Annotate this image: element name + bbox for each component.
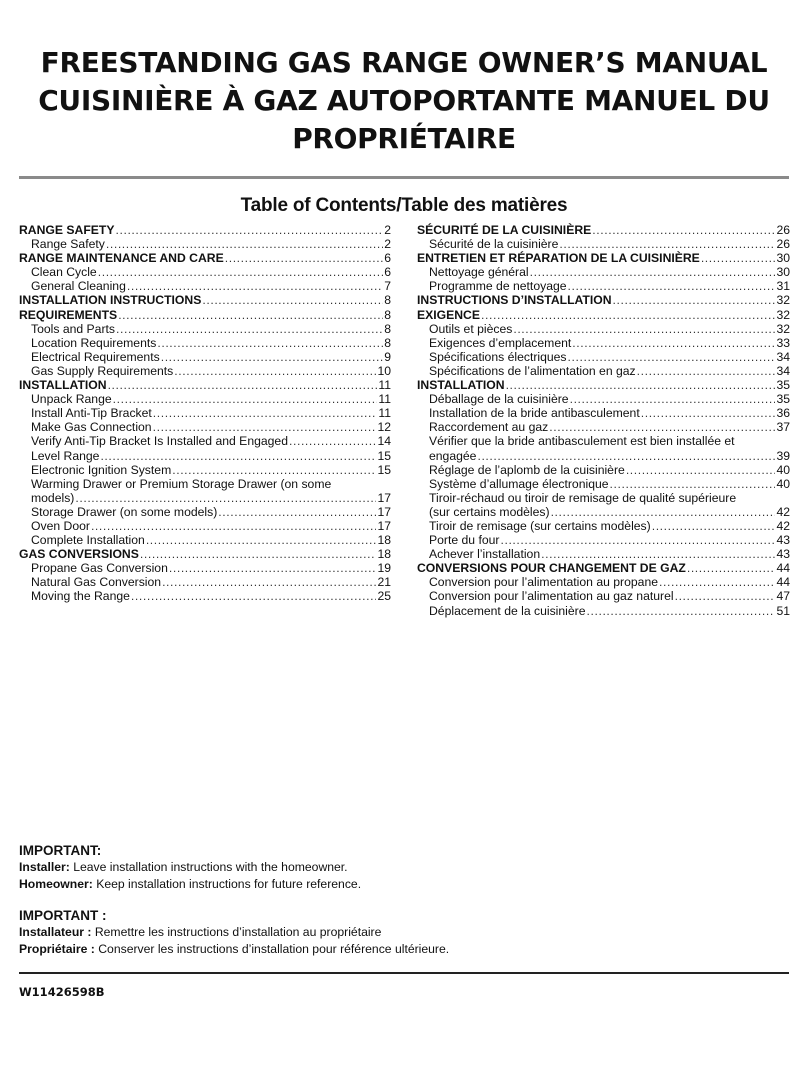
- toc-entry-title: Complete Installation: [31, 533, 145, 548]
- title-line-3: PROPRIÉTAIRE: [292, 122, 516, 155]
- toc-entry-title: General Cleaning: [31, 279, 126, 294]
- toc-entry[interactable]: [19, 589, 391, 603]
- toc-entry-page: 10: [377, 363, 391, 378]
- toc-entry[interactable]: [19, 293, 391, 307]
- toc-heading: Table of Contents/Table des matières: [240, 195, 568, 216]
- toc-entry-title: Outils et pièces: [429, 321, 513, 336]
- toc-entry-title-cont: engagée: [429, 448, 477, 463]
- title-divider: [19, 176, 789, 179]
- toc-entry-title: Programme de nettoyage: [429, 279, 567, 294]
- toc-entry-title: GAS CONVERSIONS: [19, 547, 139, 562]
- toc-entry-title: Unpack Range: [31, 392, 112, 407]
- toc-entry-page: 25: [377, 589, 391, 604]
- toc-entry-page: 51: [776, 603, 790, 618]
- toc-leader-dots: [289, 434, 376, 448]
- toc-leader-dots: [568, 350, 776, 364]
- toc-entry-page: 32: [776, 321, 790, 336]
- toc-entry-page: 15: [377, 448, 391, 463]
- toc-entry-title: RANGE SAFETY: [19, 223, 115, 237]
- toc-entry[interactable]: [417, 251, 790, 265]
- toc-entry-page: 9: [384, 349, 391, 364]
- important-heading-en: IMPORTANT:: [19, 843, 102, 858]
- toc-entry-title: Spécifications de l’alimentation en gaz: [429, 363, 636, 378]
- toc-entry[interactable]: [19, 279, 391, 293]
- toc-entry-title: INSTALLATION: [19, 378, 107, 393]
- toc-leader-dots: [587, 604, 776, 618]
- toc-entry-page: 8: [384, 307, 391, 322]
- title-line-1: FREESTANDING GAS RANGE OWNER’S MANUAL: [40, 46, 768, 79]
- toc-leader-dots: [162, 575, 376, 589]
- toc-entry-title: Natural Gas Conversion: [31, 575, 162, 590]
- toc-entry-title: Tools and Parts: [31, 321, 116, 336]
- toc-entry-title: SÉCURITÉ DE LA CUISINIÈRE: [417, 223, 592, 237]
- toc-entry-title: Conversion pour l’alimentation au gaz naturel: [429, 589, 674, 604]
- toc-leader-dots: [115, 223, 383, 237]
- toc-entry[interactable]: [417, 491, 790, 519]
- toc-entry[interactable]: [19, 308, 391, 322]
- toc-entry[interactable]: [19, 322, 391, 336]
- toc-leader-dots: [169, 561, 377, 575]
- toc-leader-dots: [131, 589, 377, 603]
- toc-entry-page: 32: [776, 293, 790, 308]
- toc-leader-dots: [652, 519, 776, 533]
- toc-leader-dots: [641, 406, 776, 420]
- homeowner-text-fr: Conserver les instructions d’installation pour référence ultérieure.: [94, 942, 450, 956]
- toc-entry[interactable]: [417, 237, 790, 251]
- toc-entry-title: Porte du four: [429, 533, 500, 548]
- toc-leader-dots: [559, 237, 775, 251]
- toc-entry-page: 40: [776, 462, 790, 477]
- toc-entry-page: 42: [776, 518, 790, 533]
- installer-text-en: Leave installation instructions with the homeowner.: [69, 860, 348, 874]
- toc-entry-title: Electrical Requirements: [31, 349, 160, 364]
- toc-entry[interactable]: [417, 477, 790, 491]
- toc-entry[interactable]: [417, 547, 790, 561]
- toc-entry-title: Warming Drawer or Premium Storage Drawer (on some: [31, 476, 332, 491]
- toc-leader-dots: [116, 322, 383, 336]
- installer-label-en: Installer:: [19, 860, 70, 874]
- toc-entry-page: 30: [776, 265, 790, 280]
- toc-entry-page: 44: [776, 561, 790, 576]
- toc-entry-page: 14: [377, 434, 391, 449]
- important-english: [19, 842, 361, 893]
- toc-leader-dots: [75, 491, 376, 505]
- toc-leader-dots: [568, 279, 776, 293]
- toc-entry-page: 11: [378, 392, 391, 407]
- toc-entry[interactable]: [417, 350, 790, 364]
- toc-leader-dots: [637, 364, 776, 378]
- toc-entry-title: Déplacement de la cuisinière: [429, 603, 586, 618]
- toc-entry[interactable]: [417, 519, 790, 533]
- toc-entry-title: REQUIREMENTS: [19, 307, 118, 322]
- homeowner-label-fr: Propriétaire :: [19, 942, 95, 956]
- toc-entry-title: Déballage de la cuisinière: [429, 392, 569, 407]
- toc-entry-page: 15: [377, 462, 391, 477]
- toc-leader-dots: [500, 533, 775, 547]
- toc-entry-page: 7: [384, 279, 391, 294]
- toc-entry-page: 17: [377, 504, 391, 519]
- toc-entry-title: Raccordement au gaz: [429, 420, 549, 435]
- toc-entry-page: 8: [384, 321, 391, 336]
- toc-entry[interactable]: [19, 350, 391, 364]
- toc-entry[interactable]: [19, 449, 391, 463]
- toc-entry-title: Vérifier que la bride antibasculement est bien installée et: [429, 434, 735, 449]
- toc-leader-dots: [113, 392, 378, 406]
- toc-entry[interactable]: [19, 378, 391, 392]
- toc-entry-page: 34: [776, 349, 790, 364]
- toc-entry-page: 17: [377, 490, 391, 505]
- toc-leader-dots: [174, 364, 376, 378]
- toc-entry[interactable]: [19, 477, 391, 505]
- toc-entry[interactable]: [19, 392, 391, 406]
- toc-leader-dots: [687, 561, 776, 575]
- toc-leader-dots: [100, 449, 376, 463]
- toc-leader-dots: [153, 406, 378, 420]
- toc-entry[interactable]: [417, 308, 790, 322]
- toc-entry-page: 33: [776, 335, 790, 350]
- toc-leader-dots: [570, 392, 776, 406]
- toc-entry-page: 35: [776, 378, 790, 393]
- toc-entry[interactable]: [417, 463, 790, 477]
- toc-entry-page: 31: [776, 279, 790, 294]
- toc-entry-title: Range Safety: [31, 237, 105, 252]
- toc-entry[interactable]: [19, 237, 391, 251]
- toc-leader-dots: [513, 322, 775, 336]
- toc-entry-title: Electronic Ignition System: [31, 462, 172, 477]
- title-line-2: CUISINIÈRE À GAZ AUTOPORTANTE MANUEL DU: [38, 84, 770, 117]
- homeowner-text-en: Keep installation instructions for future reference.: [92, 877, 362, 891]
- toc-entry-page: 43: [776, 533, 790, 548]
- toc-entry[interactable]: [19, 547, 391, 561]
- toc-entry[interactable]: [19, 561, 391, 575]
- toc-entry-page: 39: [776, 448, 790, 463]
- toc-entry[interactable]: [417, 392, 790, 406]
- toc-entry-title: Système d’allumage électronique: [429, 476, 609, 491]
- installer-note-en: [19, 859, 361, 876]
- toc-entry[interactable]: [19, 364, 391, 378]
- toc-entry[interactable]: [19, 434, 391, 448]
- toc-entry[interactable]: [417, 265, 790, 279]
- toc-entry[interactable]: [19, 463, 391, 477]
- toc-entry-title: RANGE MAINTENANCE AND CARE: [19, 251, 224, 266]
- toc-entry[interactable]: [19, 533, 391, 547]
- toc-entry-page: 47: [776, 589, 790, 604]
- toc-entry[interactable]: [19, 223, 391, 237]
- toc-entry-title-cont: (sur certains modèles): [429, 504, 550, 519]
- toc-entry-title: EXIGENCE: [417, 307, 480, 322]
- toc-entry-page: 37: [776, 420, 790, 435]
- toc-leader-dots: [161, 350, 384, 364]
- toc-leader-dots: [506, 378, 776, 392]
- toc-entry[interactable]: [19, 265, 391, 279]
- toc-entry[interactable]: [417, 434, 790, 462]
- toc-leader-dots: [225, 251, 384, 265]
- toc-entry-title: Oven Door: [31, 518, 90, 533]
- toc-leader-dots: [127, 279, 383, 293]
- homeowner-label-en: Homeowner:: [19, 877, 93, 891]
- toc-entry-page: 12: [377, 420, 391, 435]
- toc-entry-page: 36: [776, 406, 790, 421]
- toc-entry-page: 32: [776, 307, 790, 322]
- toc-leader-dots: [572, 336, 775, 350]
- toc-entry[interactable]: [417, 604, 790, 618]
- toc-entry-title: Location Requirements: [31, 335, 157, 350]
- toc-entry-title: Make Gas Connection: [31, 420, 152, 435]
- toc-entry[interactable]: [417, 406, 790, 420]
- toc-leader-dots: [675, 589, 776, 603]
- document-title: [0, 44, 808, 158]
- toc-entry-title-cont: models): [31, 490, 75, 505]
- installer-note-fr: [19, 924, 449, 941]
- toc-leader-dots: [477, 449, 775, 463]
- toc-leader-dots: [626, 463, 776, 477]
- toc-entry-title: INSTRUCTIONS D’INSTALLATION: [417, 293, 612, 308]
- toc-entry-title: Exigences d’emplacement: [429, 335, 572, 350]
- homeowner-note-fr: [19, 941, 449, 958]
- toc-entry-title: Conversion pour l’alimentation au propane: [429, 575, 658, 590]
- toc-leader-dots: [481, 308, 775, 322]
- toc-leader-dots: [549, 420, 775, 434]
- toc-entry-title: Storage Drawer (on some models): [31, 504, 218, 519]
- toc-entry[interactable]: [19, 420, 391, 434]
- toc-entry-page: 8: [384, 293, 391, 308]
- toc-entry-title: Spécifications électriques: [429, 349, 567, 364]
- toc-entry-page: 26: [776, 223, 790, 237]
- toc-entry-page: 6: [384, 265, 391, 280]
- toc-entry-page: 30: [776, 251, 790, 266]
- toc-entry-title: Gas Supply Requirements: [31, 363, 174, 378]
- toc-column-english: [19, 223, 391, 604]
- toc-leader-dots: [106, 237, 383, 251]
- toc-entry[interactable]: [417, 364, 790, 378]
- toc-entry-title: Level Range: [31, 448, 100, 463]
- footer-divider: [19, 972, 789, 974]
- toc-entry[interactable]: [19, 519, 391, 533]
- toc-entry-title: Réglage de l’aplomb de la cuisinière: [429, 462, 625, 477]
- toc-entry[interactable]: [19, 406, 391, 420]
- toc-entry[interactable]: [417, 575, 790, 589]
- toc-leader-dots: [218, 505, 376, 519]
- toc-entry-title: Achever l’installation: [429, 547, 541, 562]
- toc-entry-title: Tiroir-réchaud ou tiroir de remisage de qualité supérieure: [429, 490, 737, 505]
- toc-entry[interactable]: [19, 575, 391, 589]
- toc-entry-page: 40: [776, 476, 790, 491]
- toc-leader-dots: [157, 336, 383, 350]
- toc-entry-page: 26: [776, 237, 790, 252]
- toc-entry[interactable]: [417, 561, 790, 575]
- toc-entry[interactable]: [417, 293, 790, 307]
- toc-entry-page: 43: [776, 547, 790, 562]
- toc-entry[interactable]: [417, 533, 790, 547]
- toc-entry-title: ENTRETIEN ET RÉPARATION DE LA CUISINIÈRE: [417, 251, 700, 266]
- toc-entry[interactable]: [417, 378, 790, 392]
- toc-entry-page: 34: [776, 363, 790, 378]
- toc-leader-dots: [530, 265, 776, 279]
- toc-entry[interactable]: [19, 251, 391, 265]
- toc-entry[interactable]: [417, 322, 790, 336]
- toc-entry-page: 11: [378, 378, 391, 393]
- toc-entry-page: 18: [377, 547, 391, 562]
- toc-entry-title: INSTALLATION: [417, 378, 505, 393]
- toc-entry-page: 18: [377, 533, 391, 548]
- important-french: [19, 907, 449, 958]
- toc-entry-page: 42: [776, 504, 790, 519]
- toc-entry-page: 11: [378, 406, 391, 421]
- toc-entry-page: 8: [384, 335, 391, 350]
- toc-leader-dots: [118, 308, 383, 322]
- toc-entry[interactable]: [19, 336, 391, 350]
- toc-leader-dots: [541, 547, 775, 561]
- toc-entry-title: Install Anti-Tip Bracket: [31, 406, 152, 421]
- toc-entry-title: Tiroir de remisage (sur certains modèles): [429, 518, 651, 533]
- toc-entry[interactable]: [417, 223, 790, 237]
- toc-leader-dots: [202, 293, 383, 307]
- toc-entry-title: Moving the Range: [31, 589, 130, 604]
- toc-entry-page: 19: [377, 561, 391, 576]
- toc-leader-dots: [98, 265, 384, 279]
- toc-entry-page: 17: [377, 518, 391, 533]
- toc-entry-title: INSTALLATION INSTRUCTIONS: [19, 293, 202, 308]
- toc-entry[interactable]: [417, 279, 790, 293]
- toc-entry-title: Verify Anti-Tip Bracket Is Installed and Engaged: [31, 434, 288, 449]
- toc-leader-dots: [613, 293, 776, 307]
- toc-leader-dots: [108, 378, 378, 392]
- toc-entry-title: Sécurité de la cuisinière: [429, 237, 559, 252]
- toc-entry-title: CONVERSIONS POUR CHANGEMENT DE GAZ: [417, 561, 686, 576]
- toc-entry-title: Installation de la bride antibasculement: [429, 406, 640, 421]
- toc-leader-dots: [592, 223, 775, 237]
- toc-leader-dots: [146, 533, 377, 547]
- toc-entry-page: 35: [776, 392, 790, 407]
- toc-leader-dots: [610, 477, 776, 491]
- installer-text-fr: Remettre les instructions d’installation au propriétaire: [91, 925, 382, 939]
- toc-column-french: [417, 223, 790, 618]
- toc-leader-dots: [172, 463, 376, 477]
- part-number: W11426598B: [19, 985, 105, 999]
- toc-leader-dots: [701, 251, 776, 265]
- toc-entry[interactable]: [417, 336, 790, 350]
- toc-entry-title: Propane Gas Conversion: [31, 561, 168, 576]
- toc-entry-page: 6: [384, 251, 391, 266]
- toc-entry[interactable]: [417, 420, 790, 434]
- toc-entry-page: 21: [377, 575, 391, 590]
- important-heading-fr: IMPORTANT :: [19, 908, 107, 923]
- toc-entry-page: 44: [776, 575, 790, 590]
- toc-entry[interactable]: [19, 505, 391, 519]
- toc-entry-title: Nettoyage général: [429, 265, 529, 280]
- toc-entry[interactable]: [417, 589, 790, 603]
- toc-leader-dots: [140, 547, 377, 561]
- toc-entry-title: Clean Cycle: [31, 265, 97, 280]
- homeowner-note-en: [19, 876, 361, 893]
- toc-entry-page: 2: [384, 223, 391, 237]
- toc-entry-page: 2: [384, 237, 391, 252]
- toc-leader-dots: [153, 420, 377, 434]
- toc-leader-dots: [91, 519, 377, 533]
- installer-label-fr: Installateur :: [19, 925, 92, 939]
- toc-leader-dots: [659, 575, 775, 589]
- toc-leader-dots: [551, 505, 776, 519]
